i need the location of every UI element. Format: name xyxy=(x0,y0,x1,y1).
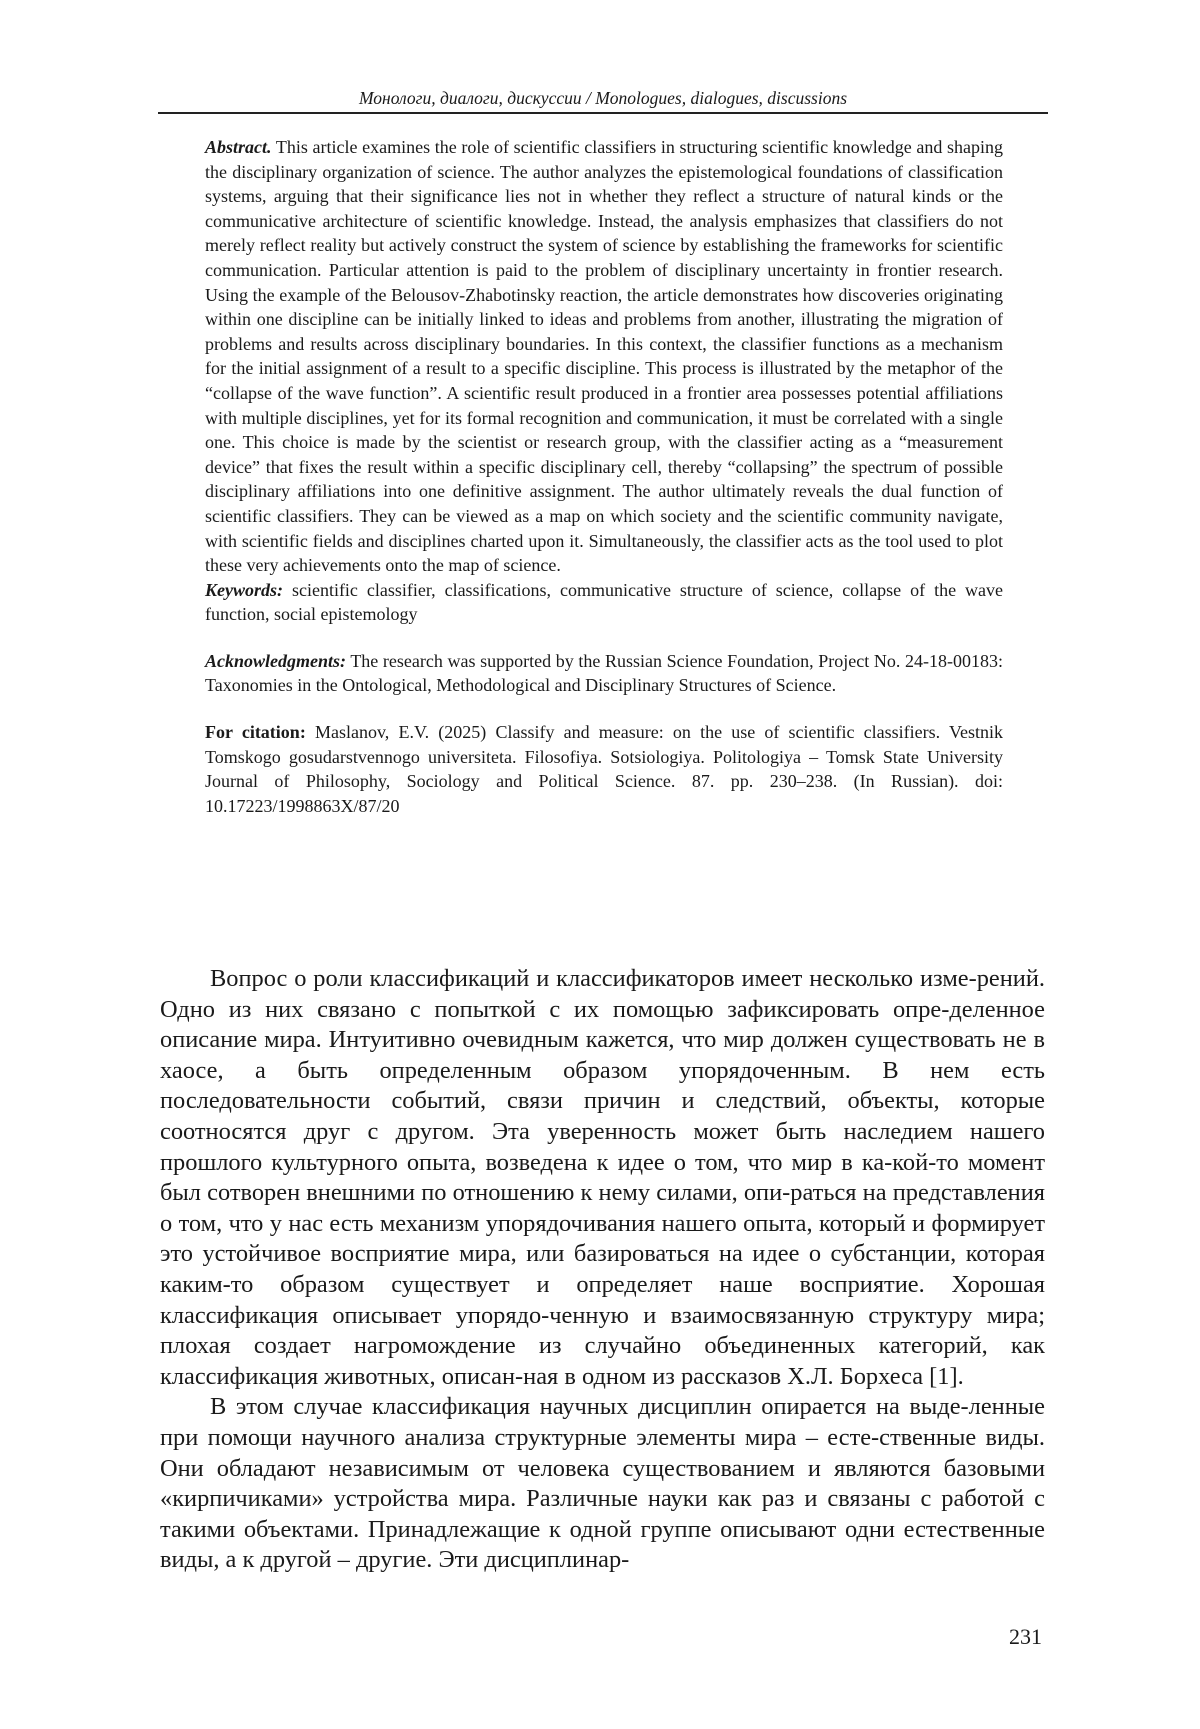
citation xyxy=(205,720,1003,818)
section-gap xyxy=(205,698,1003,720)
keywords xyxy=(205,578,1003,627)
acknowledgments xyxy=(205,649,1003,698)
body-paragraph: Вопрос о роли классификаций и классификаторов имеет несколько изме-рений. Одно из них связано с попыткой с их помощью зафиксировать опре-деленное описание мира. Интуитивно очевидным кажется, что мир должен существовать не в хаосе, а быть определенным образом упорядоченным. В нем есть последовательности событий, связи причин и следствий, объекты, которые соотносятся друг с другом. Эта уверенность может быть наследием нашего прошлого культурного опыта, возведена к идее о том, что мир в ка-кой-то момент был сотворен внешними по отношению к нему силами, опи-раться на представления о том, что у нас есть механизм упорядочивания нашего опыта, который и формирует это устойчивое восприятие мира, или базироваться на идее о субстанции, которая каким-то образом существует и определяет наше восприятие. Хорошая классификация описывает упорядо-ченную и взаимосвязанную структуру мира; плохая создает нагромождение из случайно объединенных категорий, как классификация животных, описан-ная в одном из рассказов Х.Л. Борхеса [1]. xyxy=(160,965,1045,1390)
keywords-label: Keywords: xyxy=(205,579,283,600)
article-summary xyxy=(205,135,1003,818)
acknowledgments-text: The research was supported by the Russian Science Foundation, Project No. 24-18-00183: Taxonomies in the Ontological, Methodological and Disciplinary Structures of Science. xyxy=(205,650,1003,696)
header-rule xyxy=(158,112,1048,114)
citation-label: For citation: xyxy=(205,722,306,743)
abstract-label: Abstract. xyxy=(205,137,272,157)
section-gap xyxy=(205,627,1003,649)
acknowledgments-label: Acknowledgments: xyxy=(205,650,347,671)
main-text xyxy=(160,964,1045,1576)
page-number: 231 xyxy=(1009,1624,1042,1649)
body-paragraph: В этом случае классификация научных дисциплин опирается на выде-ленные при помощи научного анализа структурные элементы мира – есте-ственные виды. Они обладают независимым от человека существованием и являются базовыми «кирпичиками» устройства мира. Различные науки как раз и связаны с работой с такими объектами. Принадлежащие к одной группе описывают одни естественные виды, а к другой – другие. Эти дисциплинар- xyxy=(160,1393,1045,1574)
abstract-text: This article examines the role of scientific classifiers in structuring scientific knowledge and shaping the disciplinary organization of science. The author analyzes the epistemological foundations of classification systems, arguing that their significance lies not in whether they reflect a structure of natural kinds or the communicative architecture of scientific knowledge. Instead, the analysis emphasizes that classifiers do not merely reflect reality but actively construct the system of science by establishing the frameworks for scientific communication. Particular attention is paid to the problem of disciplinary uncertainty in frontier research. Using the example of the Belousov-Zhabotinsky reaction, the article demonstrates how discoveries originating within one discipline can be initially linked to ideas and problems from another, illustrating the migration of problems and results across disciplinary boundaries. In this context, the classifier functions as a mechanism for the initial assignment of a result to a specific discipline. This process is illustrated by the metaphor of the “collapse of the wave function”. A scientific result produced in a frontier area possesses potential affiliations with multiple disciplines, yet for its formal recognition and communication, it must be correlated with a single one. This choice is made by the scientist or research group, with the classifier acting as a “measurement device” that fixes the result within a specific disciplinary cell, thereby “collapsing” the spectrum of possible disciplinary affiliations into one definitive assignment. The author ultimately reveals the dual function of scientific classifiers. They can be viewed as a map on which society and the scientific community navigate, with scientific fields and disciplines charted upon it. Simultaneously, the classifier acts as the tool used to plot these very achievements onto the map of science. xyxy=(205,137,1003,576)
keywords-text: scientific classifier, classifications, communicative structure of science, collapse of the wave function, social epistemology xyxy=(205,579,1003,625)
citation-text: Maslanov, E.V. (2025) Classify and measure: on the use of scientific classifiers. Vestnik Tomskogo gosudarstvennogo universiteta. Filosofiya. Sotsiologiya. Politologiya – Tomsk State University Journal of Philosophy, Sociology and Political Science. 87. pp. 230–238. (In Russian). doi: 10.17223/1998863X/87/20 xyxy=(205,722,1003,816)
abstract xyxy=(205,135,1003,578)
running-header: Монологи, диалоги, дискуссии / Monologues, dialogues, discussions xyxy=(358,88,848,108)
